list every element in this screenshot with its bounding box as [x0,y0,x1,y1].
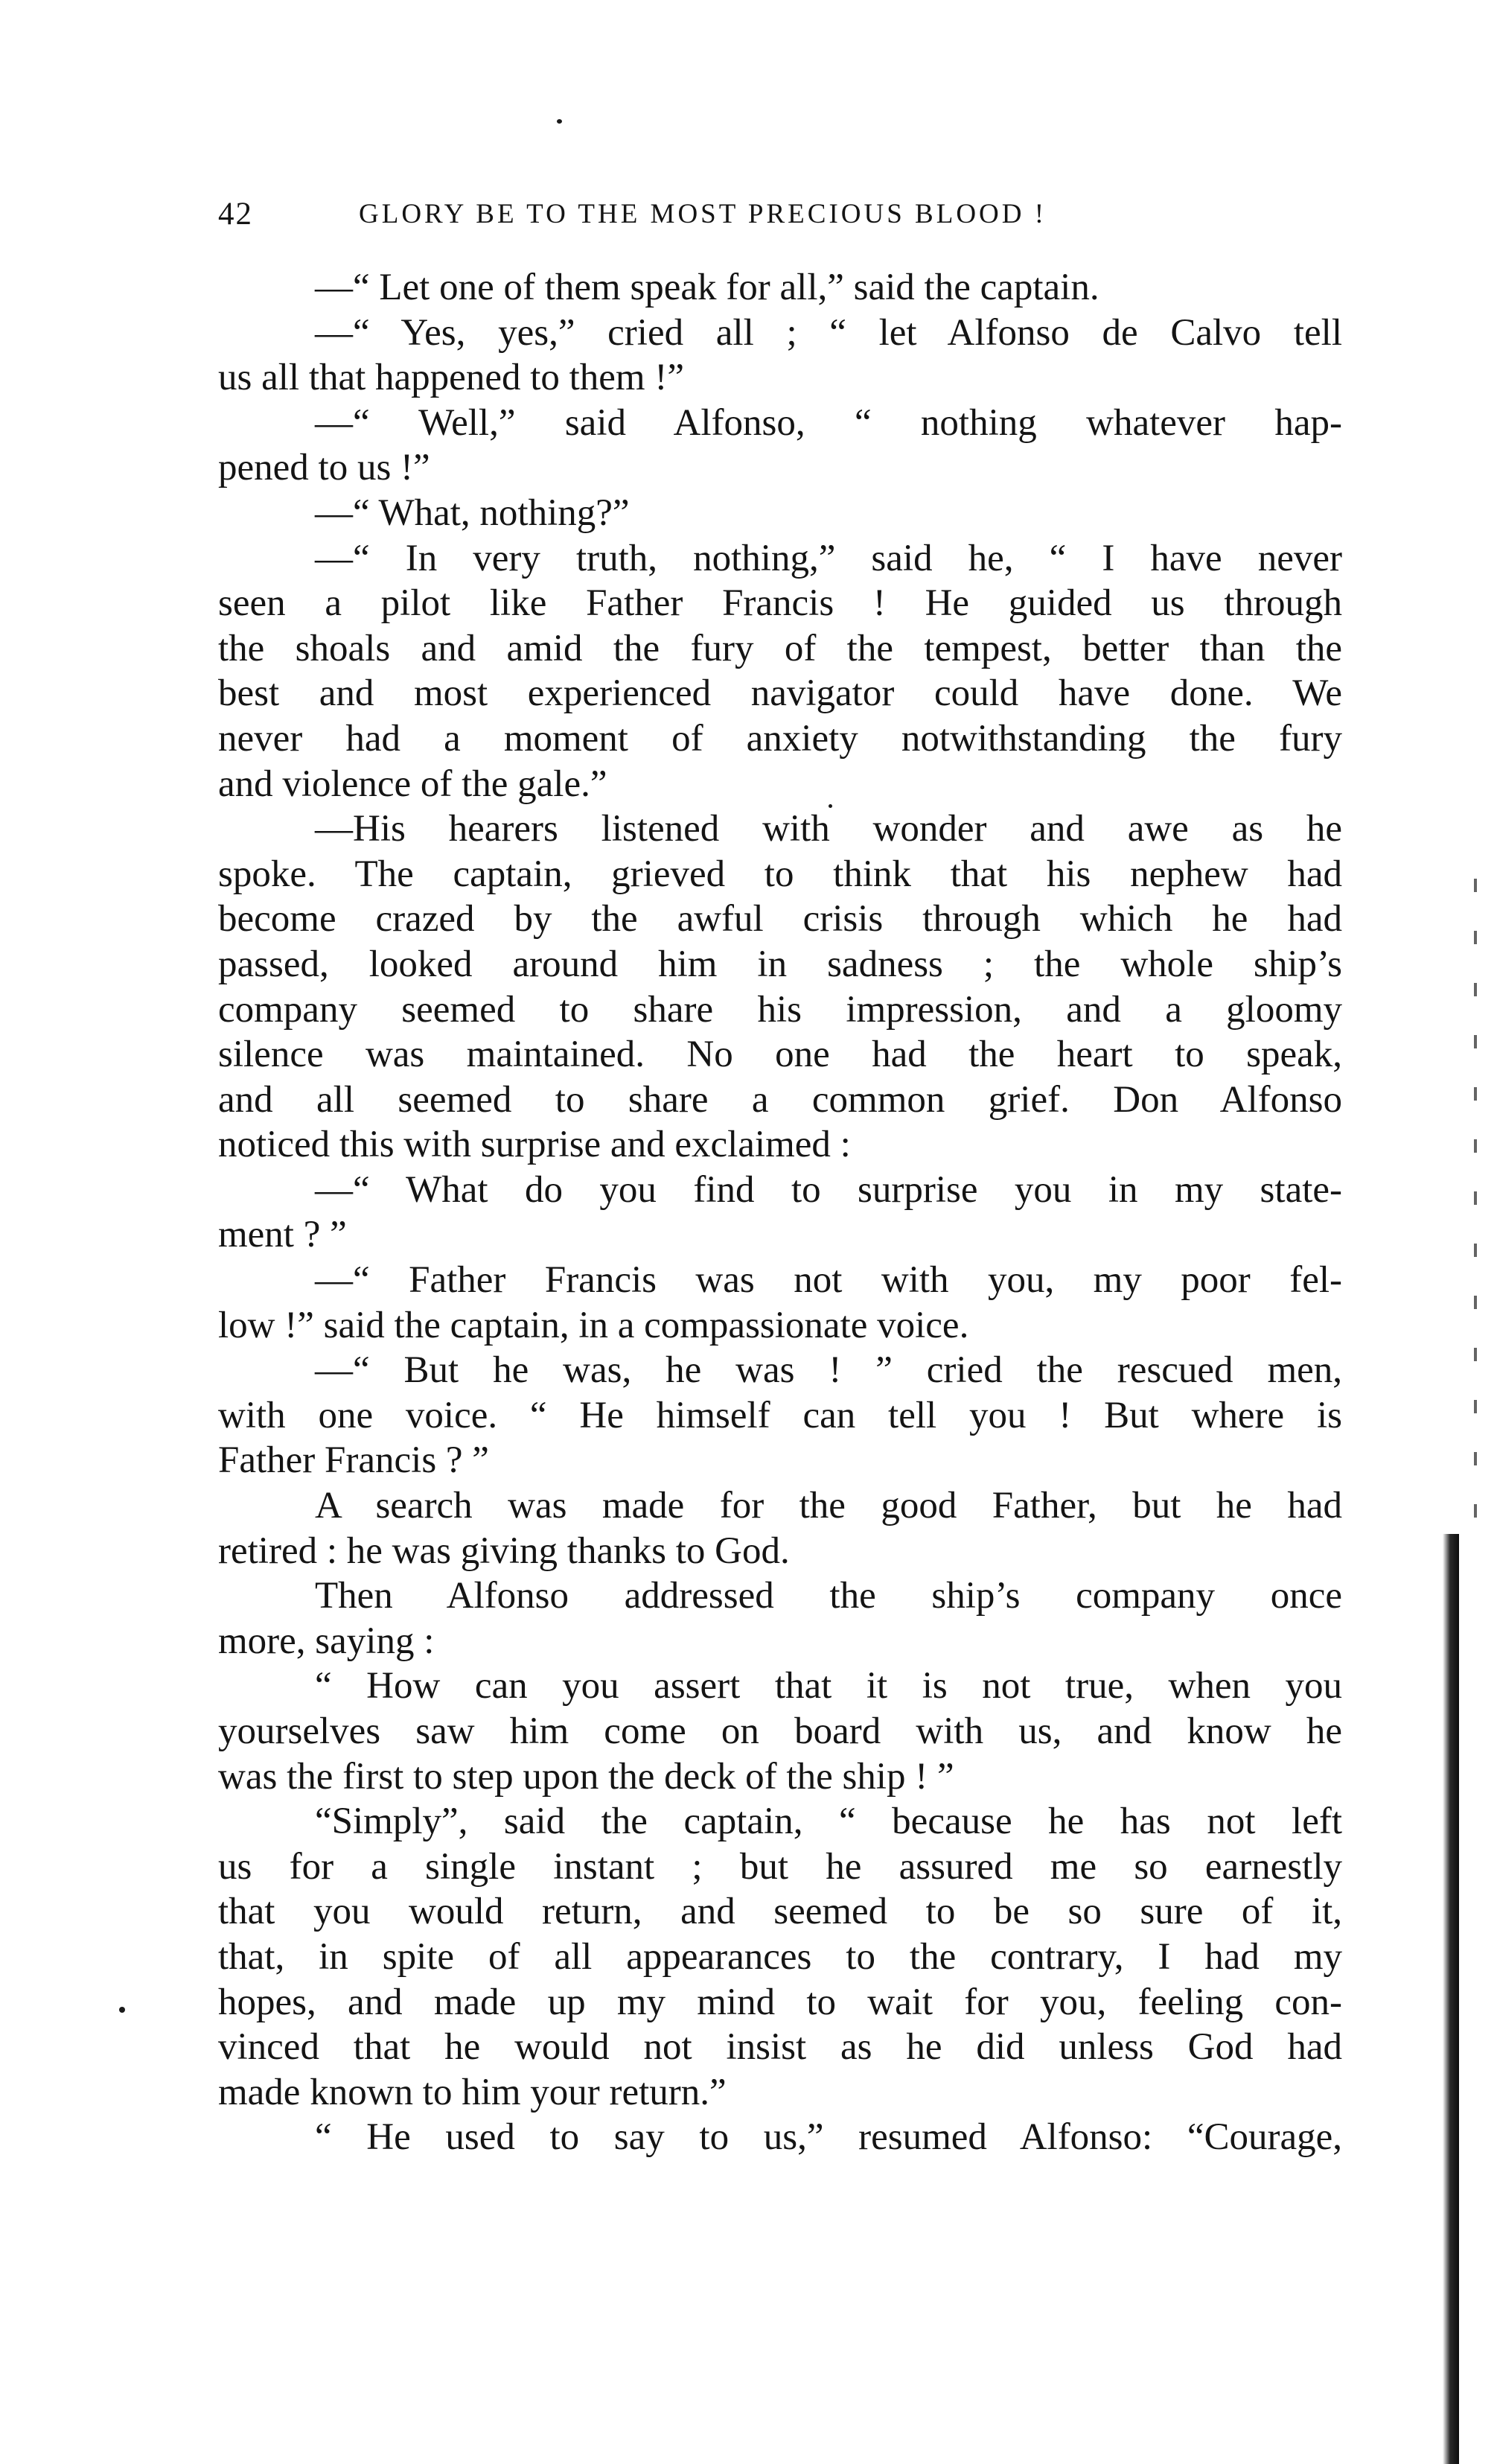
text-line: was the first to step upon the deck of the ship ! ” [218,1755,954,1798]
text-line: ment ? ” [218,1214,347,1256]
running-title: GLORY BE TO THE MOST PRECIOUS BLOOD ! [359,199,1047,229]
text-line: retired : he was giving thanks to God. [218,1529,790,1572]
text-line: and violence of the gale.” [218,763,607,805]
text-line: never had a moment of anxiety notwithstanding the fury [218,717,1342,760]
running-header [218,196,1238,241]
text-line: —“ Let one of them speak for all,” said the captain. [315,267,1099,308]
text-line: vinced that he would not insist as he did unless God had [218,2026,1342,2069]
text-line: Then Alfonso addressed the ship’s company once [315,1575,1342,1617]
text-line: the shoals and amid the fury of the tempest, better than the [218,627,1342,669]
text-line: “ He used to say to us,” resumed Alfonso: “Courage, [315,2116,1342,2159]
text-line: —“ Father Francis was not with you, my poor fel- [315,1259,1342,1302]
text-line: —“ But he was, he was ! ” cried the rescued men, [315,1349,1342,1392]
text-line: spoke. The captain, grieved to think that his nephew had [218,853,1342,895]
text-line: us all that happened to them !” [218,357,684,399]
text-line: become crazed by the awful crisis through which he had [218,898,1342,940]
text-line: us for a single instant ; but he assured me so earnestly [218,1845,1342,1888]
text-line: with one voice. “ He himself can tell you ! But where is [218,1394,1342,1436]
text-line: —“ Well,” said Alfonso, “ nothing whatever hap- [315,401,1342,444]
text-line: —“ Yes, yes,” cried all ; “ let Alfonso de Calvo tell [315,311,1342,354]
text-line: company seemed to share his impression, and a gloomy [218,988,1342,1031]
text-line: made known to him your return.” [218,2071,727,2113]
text-line: —“ In very truth, nothing,” said he, “ I have never [315,537,1342,579]
text-line: noticed this with surprise and exclaimed : [218,1124,851,1166]
text-line: A search was made for the good Father, but he had [315,1485,1342,1527]
text-line: passed, looked around him in sadness ; the whole ship’s [218,943,1342,985]
body-text [218,265,1342,2160]
text-line: hopes, and made up my mind to wait for you, feeling con- [218,1981,1342,2023]
text-line: yourselves saw him come on board with us, and know he [218,1710,1342,1752]
text-line: that you would return, and seemed to be so sure of it, [218,1891,1342,1933]
text-line: “ How can you assert that it is not true, when you [315,1665,1342,1707]
text-line: and all seemed to share a common grief. Don Alfonso [218,1078,1342,1121]
text-line: —“ What, nothing?” [315,491,630,534]
text-line: Father Francis ? ” [218,1439,489,1482]
text-line: —“ What do you find to surprise you in my state- [315,1168,1342,1211]
text-line: pened to us !” [218,447,430,489]
text-line: “Simply”, said the captain, “ because he has not left [315,1801,1342,1843]
page-edge-marks [1474,879,1477,1549]
text-line: that, in spite of all appearances to the contrary, I had my [218,1935,1342,1978]
text-line: best and most experienced navigator could have done. We [218,672,1342,715]
ink-speck [119,2007,125,2013]
text-line: more, saying : [218,1620,435,1662]
text-line: silence was maintained. No one had the heart to speak, [218,1034,1342,1076]
page-number: 42 [218,197,253,232]
text-line: seen a pilot like Father Francis ! He guided us through [218,582,1342,625]
page-edge-shadow [1443,1534,1459,2464]
ink-speck [557,119,562,124]
text-line: low !” said the captain, in a compassionate voice. [218,1304,969,1346]
text-line: —His hearers listened with wonder and awe as he [315,808,1342,850]
